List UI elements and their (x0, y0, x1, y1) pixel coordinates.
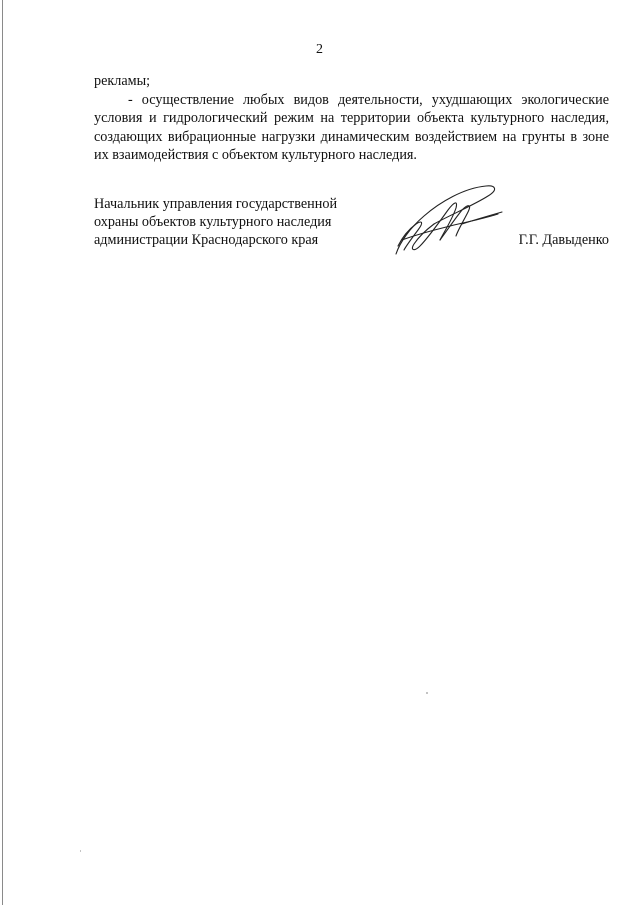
scan-speck (80, 850, 81, 852)
scan-speck (426, 692, 428, 694)
body-text (94, 72, 609, 165)
signatory-title-line-1: Начальник управления государственной (94, 196, 338, 212)
paragraph-continuation: рекламы; (94, 73, 151, 89)
paragraph-prohibition: - осуществление любых видов деятельности, ухудшающих экологические условия и гидрологический режим на территории объекта культурного наследия, создающих вибрационные нагрузки динамическим воздействием на грунты в зоне их взаимодействия с объектом культурного наследия. (94, 91, 609, 163)
signatory-title-line-3: администрации Краснодарского края (94, 232, 319, 248)
signatory-name: Г.Г. Давыденко (518, 232, 609, 248)
page-number: 2 (316, 42, 323, 57)
scan-edge-line (2, 0, 3, 905)
signatory-title-line-2: охраны объектов культурного наследия (94, 214, 332, 230)
signatory-title (94, 195, 394, 249)
handwritten-signature-icon (388, 180, 508, 258)
